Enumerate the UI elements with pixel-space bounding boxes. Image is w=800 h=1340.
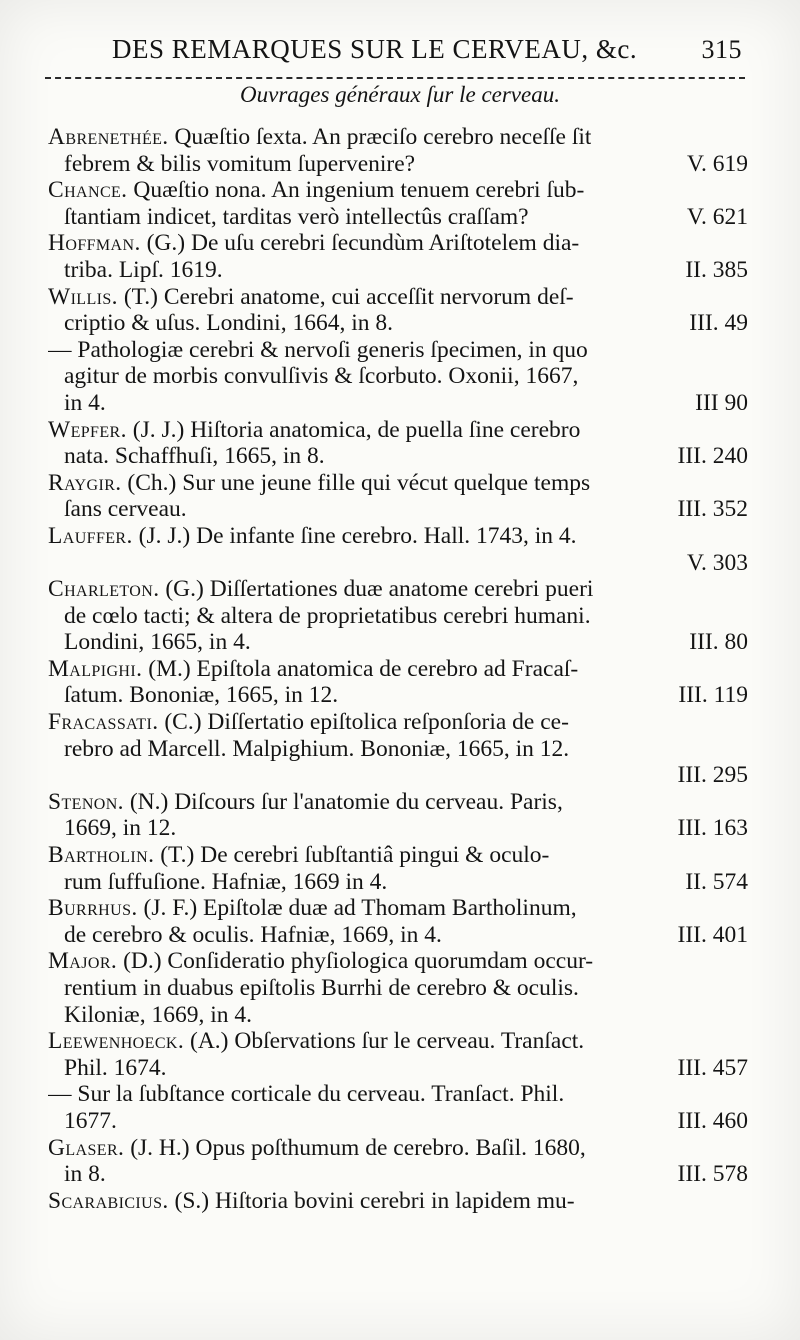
entry-text <box>48 656 578 683</box>
citation-text: nata. Schaffhuſi, 1665, in 8. <box>64 443 325 470</box>
author-name: Glaser. <box>48 1134 125 1161</box>
bibliography-line <box>48 470 748 497</box>
bibliography-line <box>48 284 748 311</box>
volume-page-ref: II. 385 <box>685 256 748 283</box>
author-name: Bartholin. <box>48 842 155 869</box>
citation-text: rentium in duabus epiſtolis Burrhi de cerebro & oculis. <box>64 975 579 1001</box>
entry-text <box>48 948 593 975</box>
author-name: Charleton. <box>48 576 160 603</box>
author-name: Abrenethée. <box>48 124 169 150</box>
header-title: DES REMARQUES SUR LE CERVEAU, &c. <box>112 34 638 64</box>
entry-text <box>64 922 442 949</box>
bibliography-line <box>48 1055 748 1082</box>
bibliography-line <box>48 922 748 949</box>
bibliography-line <box>48 204 748 231</box>
bibliography-line <box>48 629 748 656</box>
running-header <box>112 34 742 74</box>
citation-text: — Sur la ſubſtance corticale du cerveau. Tranſact. Phil. <box>48 1081 565 1108</box>
citation-text: (S.) Hiſtoria bovini cerebri in lapidem mu- <box>168 1187 575 1214</box>
volume-page-ref: II. 574 <box>685 868 748 895</box>
bibliography-line <box>48 709 748 736</box>
entry-text <box>48 284 574 311</box>
author-name: Raygir. <box>48 469 122 496</box>
volume-page-ref: III. 401 <box>677 921 748 948</box>
citation-text: (D.) Conſideratio phyſiologica quorumdam occur- <box>117 948 594 975</box>
citation-text: ſans cerveau. <box>64 496 187 523</box>
citation-text: (J. H.) Opus poſthumum de cerebro. Baſil. 1680, <box>124 1134 586 1161</box>
author-name: Malpighi. <box>48 655 143 682</box>
entry-text <box>64 363 578 390</box>
author-name: Leewenhoeck. <box>48 1028 185 1055</box>
bibliography-line <box>48 310 748 337</box>
citation-text: rum ſuffuſione. Hafniæ, 1669 in 4. <box>64 868 388 895</box>
citation-text: agitur de morbis convulſivis & ſcorbuto. Oxonii, 1667, <box>64 363 579 390</box>
citation-text: Phil. 1674. <box>64 1054 167 1081</box>
bibliography-line <box>48 1002 748 1029</box>
entry-text <box>48 124 591 151</box>
bibliography-line <box>48 363 748 390</box>
citation-text: (G.) De uſu cerebri ſecundùm Ariſtotelem dia- <box>140 230 580 257</box>
citation-text: febrem & bilis vomitum ſupervenire? <box>64 150 416 177</box>
bibliography-line <box>48 1081 748 1108</box>
bibliography-line <box>48 417 748 444</box>
page-number: 315 <box>701 35 742 64</box>
volume-page-ref: III. 49 <box>689 310 748 337</box>
bibliography-line <box>48 975 748 1002</box>
volume-page-ref: III. 457 <box>677 1054 748 1081</box>
citation-text: Londini, 1665, in 4. <box>64 629 251 656</box>
entry-text <box>64 869 387 896</box>
bibliography-line <box>48 443 748 470</box>
entry-text <box>64 257 223 284</box>
bibliography-line <box>48 1135 748 1162</box>
volume-page-ref: III. 240 <box>677 443 748 470</box>
entry-text <box>48 842 549 869</box>
citation-text: rebro ad Marcell. Malpighium. Bononiæ, 1665, in 12. <box>64 735 570 762</box>
citation-text: ſtantiam indicet, tarditas verò intellectûs craſſam? <box>64 203 529 230</box>
entry-text <box>64 975 579 1002</box>
author-name: Major. <box>48 948 118 975</box>
citation-text: 1669, in 12. <box>64 815 177 842</box>
citation-text: triba. Lipſ. 1619. <box>64 256 223 283</box>
author-name: Burrhus. <box>48 895 138 922</box>
volume-page-ref: III. 578 <box>677 1161 748 1188</box>
entry-text <box>48 417 580 444</box>
bibliography-line <box>48 177 748 204</box>
bibliography-line <box>48 789 748 816</box>
bibliography-line <box>48 550 748 577</box>
entry-text <box>48 230 579 257</box>
bibliography-line <box>48 603 748 630</box>
citation-text: — Pathologiæ cerebri & nervoſi generis ſpecimen, in quo <box>48 336 588 363</box>
citation-text: 1677. <box>64 1107 117 1134</box>
bibliography-line <box>48 523 748 550</box>
entry-text <box>48 709 569 736</box>
entry-text <box>48 177 584 204</box>
volume-page-ref: V. 621 <box>687 203 748 230</box>
bibliography-line <box>48 576 748 603</box>
entry-text <box>64 1002 252 1029</box>
author-name: Willis. <box>48 283 118 310</box>
bibliography-line <box>48 762 748 789</box>
author-name: Scarabicius. <box>48 1187 169 1214</box>
entry-text <box>64 310 393 337</box>
bibliography-line <box>48 496 748 523</box>
volume-page-ref: III. 119 <box>678 682 748 709</box>
citation-text: in 8. <box>64 1161 106 1188</box>
citation-text: Quæſtio nona. An ingenium tenuem cerebri ſub- <box>127 177 585 204</box>
author-name: Stenon. <box>48 788 124 815</box>
citation-text: (J. J.) Hiſtoria anatomica, de puella ſine cerebro <box>126 416 581 443</box>
author-name: Lauffer. <box>48 522 133 549</box>
entry-text <box>64 443 325 470</box>
entry-text <box>48 1188 575 1215</box>
volume-page-ref: III. 295 <box>677 762 748 789</box>
citation-text: (G.) Diſſertationes duæ anatome cerebri pueri <box>159 576 594 603</box>
citation-text: (N.) Diſcours ſur l'anatomie du cerveau. Paris, <box>123 788 563 815</box>
citation-text: (T.) De cerebri ſubſtantiâ pingui & oculo- <box>154 842 550 869</box>
bibliography-line <box>48 230 748 257</box>
entry-text <box>48 895 577 922</box>
bibliography-line <box>48 869 748 896</box>
entry-text <box>64 204 529 231</box>
entry-text <box>64 390 106 417</box>
citation-text: (T.) Cerebri anatome, cui acceſſit nervorum deſ- <box>117 283 574 310</box>
entry-text <box>64 1055 167 1082</box>
volume-page-ref: V. 303 <box>687 549 748 576</box>
citation-text: de cœlo tacti; & altera de proprietatibus cerebri humani. <box>64 602 591 629</box>
bibliography-line <box>48 1028 748 1055</box>
entry-text <box>64 496 187 523</box>
entry-text <box>64 815 176 842</box>
entry-text <box>48 1028 584 1055</box>
volume-page-ref: III. 80 <box>689 629 748 656</box>
bibliography-line <box>48 895 748 922</box>
bibliography-line <box>48 1108 748 1135</box>
section-title: Ouvrages généraux ſur le cerveau. <box>240 82 560 107</box>
bibliography-line <box>48 1161 748 1188</box>
entry-text <box>48 789 563 816</box>
bibliography-line <box>48 337 748 364</box>
author-name: Hoffman. <box>48 230 141 257</box>
citation-text: (M.) Epiſtola anatomica de cerebro ad Fracaſ- <box>142 655 579 682</box>
entry-text <box>64 629 251 656</box>
bibliography-line <box>48 124 748 151</box>
entry-text <box>48 1081 564 1108</box>
bibliography-line <box>48 736 748 763</box>
bibliography-line <box>48 257 748 284</box>
entry-text <box>64 603 591 630</box>
entry-text <box>64 151 415 178</box>
citation-text: (J. F.) Epiſtolæ duæ ad Thomam Bartholinum, <box>137 895 577 922</box>
bibliography-line <box>48 948 748 975</box>
citation-text: Quæſtio ſexta. An præciſo cerebro neceſſe ſit <box>168 124 592 150</box>
bibliography-list <box>48 124 748 1214</box>
entry-text <box>64 1161 106 1188</box>
volume-page-ref: III. 352 <box>677 496 748 523</box>
citation-text: ſatum. Bononiæ, 1665, in 12. <box>64 682 339 709</box>
author-name: Wepfer. <box>48 416 127 443</box>
entry-text <box>48 337 588 364</box>
bibliography-line <box>48 1188 748 1215</box>
volume-page-ref: III. 163 <box>677 815 748 842</box>
bibliography-line <box>48 656 748 683</box>
bibliography-line <box>48 815 748 842</box>
entry-text <box>64 1108 117 1135</box>
citation-text: in 4. <box>64 389 106 416</box>
author-name: Chance. <box>48 177 128 204</box>
citation-text: (A.) Obſervations ſur le cerveau. Tranſact. <box>184 1028 585 1055</box>
citation-text: (Ch.) Sur une jeune fille qui vécut quelque temps <box>121 469 591 496</box>
citation-text: criptio & uſus. Londini, 1664, in 8. <box>64 310 393 337</box>
bibliography-line <box>48 151 748 178</box>
bibliography-line <box>48 682 748 709</box>
volume-page-ref: V. 619 <box>687 150 748 177</box>
author-name: Fracassati. <box>48 709 159 736</box>
citation-text: Kiloniæ, 1669, in 4. <box>64 1001 253 1028</box>
citation-text: (J. J.) De infante ſine cerebro. Hall. 1743, in 4. <box>132 522 577 549</box>
entry-text <box>64 682 338 709</box>
entry-text <box>48 470 590 497</box>
bibliography-line <box>48 390 748 417</box>
entry-text <box>48 523 577 550</box>
bibliography-line <box>48 842 748 869</box>
citation-text: (C.) Diſſertatio epiſtolica reſponſoria de ce- <box>158 709 569 736</box>
header-divider <box>45 77 745 81</box>
entry-text <box>64 736 569 763</box>
entry-text <box>48 576 593 603</box>
citation-text: de cerebro & oculis. Hafniæ, 1669, in 4. <box>64 921 442 948</box>
entry-text <box>48 1135 586 1162</box>
volume-page-ref: III 90 <box>695 389 748 416</box>
volume-page-ref: III. 460 <box>677 1107 748 1134</box>
